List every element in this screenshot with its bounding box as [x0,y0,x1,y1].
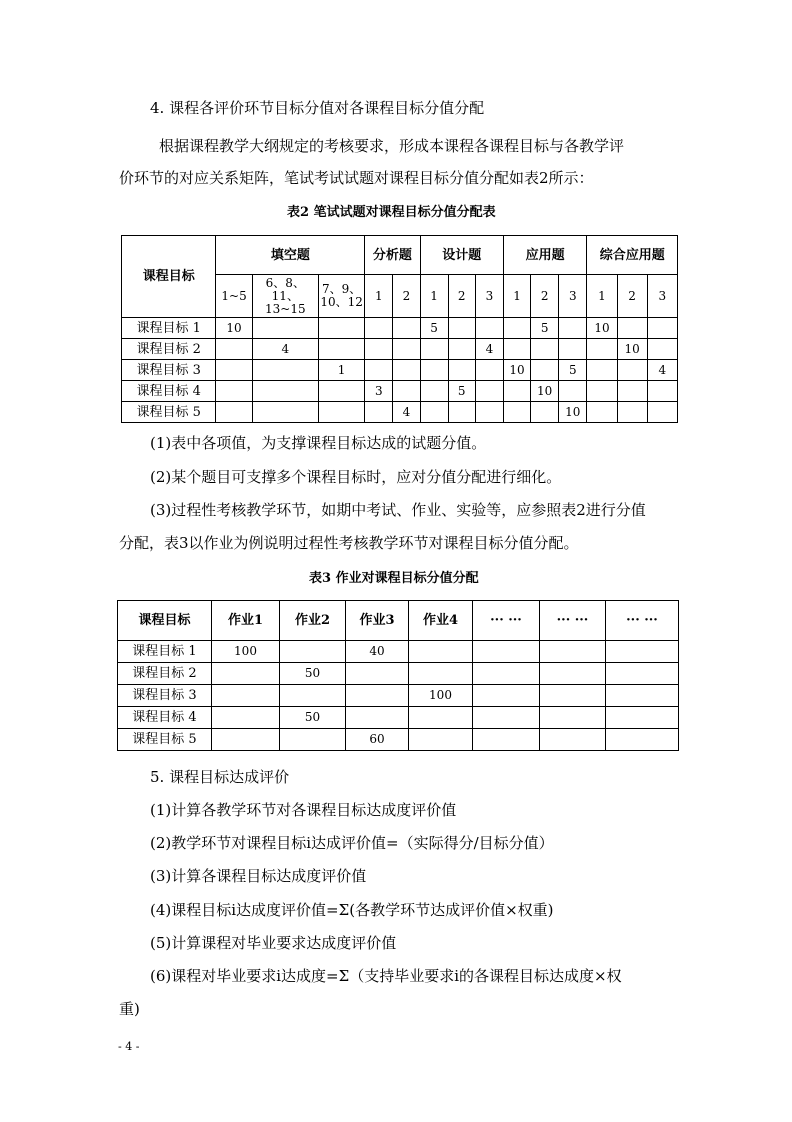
table-2-row-label: 课程目标 3 [122,360,216,381]
table-2-cell: 10 [617,339,647,360]
table-3-cell [280,685,346,707]
table-3-cell [409,641,473,663]
note-1: (1)表中各项值，为支撑课程目标达成的试题分值。 [150,434,487,452]
table-3-caption: 表3 作业对课程目标分值分配 [309,571,479,586]
table-3-cell [473,641,540,663]
table-2-row-label: 课程目标 1 [122,318,216,339]
table-2-sub-header: 1 [365,275,393,318]
table-2-group-header: 应用题 [503,236,586,275]
item-3: (3)计算各课程目标达成度评价值 [150,867,367,885]
table-3-row [118,641,679,663]
table-3-cell [606,663,679,685]
table-2-cell [393,339,420,360]
table-2-cell [420,339,448,360]
table-2-row [122,360,678,381]
table-3-cell [212,707,280,729]
table-3-body [118,641,679,751]
table-3-header: 作业1 [212,601,280,641]
table-3-cell [346,663,409,685]
table-2-cell [617,318,647,339]
table-2-cell [216,381,252,402]
table-2-cell: 10 [503,360,530,381]
table-3-cell [540,685,606,707]
table-2-group-header: 填空题 [216,236,365,275]
table-2-cell [531,360,559,381]
item-2: (2)教学环节对课程目标i达成评价值=（实际得分/目标分值） [150,834,554,852]
table-3-cell: 100 [212,641,280,663]
table-3-cell [346,707,409,729]
table-2-cell [216,402,252,423]
table-3-cell [540,707,606,729]
table-2-cell [420,381,448,402]
note-2: (2)某个题目可支撑多个课程目标时，应对分值分配进行细化。 [150,468,562,486]
table-3-cell [606,685,679,707]
table-3-header: 作业2 [280,601,346,641]
table-3-row [118,729,679,751]
table-2-cell [587,339,617,360]
table-2-cell [503,381,530,402]
table-3-cell [212,663,280,685]
table-2-row-label: 课程目标 4 [122,381,216,402]
table-2-cell [617,402,647,423]
table-2-row-label: 课程目标 2 [122,339,216,360]
table-3-cell [409,707,473,729]
table-3-cell [473,685,540,707]
table-2-cell [475,381,503,402]
table-3-row-label: 课程目标 4 [118,707,212,729]
table-2-sub-header: 6、8、11、13~15 [252,275,318,318]
table-2-cell [318,402,364,423]
table-2-cell [503,402,530,423]
table-2-row [122,318,678,339]
table-2-cell: 10 [559,402,587,423]
item-6-line-1: (6)课程对毕业要求i达成度=Σ（支持毕业要求i的各课程目标达成度×权 [150,967,622,985]
table-2-sub-header: 2 [531,275,559,318]
table-2-sub-header: 1 [587,275,617,318]
table-2-cell: 10 [216,318,252,339]
table-2-cell [475,402,503,423]
table-2-cell [216,339,252,360]
table-3-cell [409,729,473,751]
table-2-cell [365,360,393,381]
table-2-sub-header: 1~5 [216,275,252,318]
table-2-cell: 4 [393,402,420,423]
table-2-sub-header: 2 [393,275,420,318]
note-3-line-2: 分配，表3以作业为例说明过程性考核教学环节对课程目标分值分配。 [119,534,579,552]
table-2-sub-header: 3 [475,275,503,318]
table-2-cell [252,381,318,402]
table-2-cell [531,339,559,360]
table-3-cell [473,663,540,685]
table-3-cell [346,685,409,707]
table-3-row-label: 课程目标 3 [118,685,212,707]
table-2-cell [318,339,364,360]
table-3-cell [473,729,540,751]
table-3-cell: 50 [280,707,346,729]
table-3 [117,600,679,751]
table-3-cell [280,729,346,751]
table-3-row-label: 课程目标 5 [118,729,212,751]
table-2-cell [318,318,364,339]
table-2-cell [503,339,530,360]
table-3-cell [606,707,679,729]
table-2-cell [420,402,448,423]
table-2-cell [448,318,475,339]
table-3-cell: 60 [346,729,409,751]
table-2-cell [617,360,647,381]
table-2-cell [365,339,393,360]
item-5: (5)计算课程对毕业要求达成度评价值 [150,934,397,952]
table-3-cell [540,729,606,751]
table-2-cell: 4 [475,339,503,360]
table-2-sub-header: 7、9、10、12 [318,275,364,318]
table-2-sub-header: 2 [617,275,647,318]
table-2-cell [393,318,420,339]
table-2-cell [393,360,420,381]
table-2-cell [617,381,647,402]
page-number: - 4 - [118,1040,140,1053]
table-2-cell [647,402,677,423]
table-2-cell: 4 [647,360,677,381]
table-2-cell [252,360,318,381]
table-2-cell [475,318,503,339]
section-5-heading: 5. 课程目标达成评价 [150,768,290,786]
table-3-row-label: 课程目标 2 [118,663,212,685]
table-2-corner-header: 课程目标 [122,236,216,318]
item-1: (1)计算各教学环节对各课程目标达成度评价值 [150,801,457,819]
table-2-sub-header: 1 [503,275,530,318]
table-2-row [122,339,678,360]
paragraph-1-line-2: 价环节的对应关系矩阵，笔试考试试题对课程目标分值分配如表2所示： [119,169,594,187]
table-2-body [122,318,678,423]
table-2-cell [559,339,587,360]
table-2-sub-header: 2 [448,275,475,318]
table-2-cell [318,381,364,402]
section-4-heading: 4. 课程各评价环节目标分值对各课程目标分值分配 [150,99,485,117]
table-2-cell: 5 [448,381,475,402]
table-3-cell [212,685,280,707]
table-3-cell: 40 [346,641,409,663]
table-2-cell [420,360,448,381]
table-3-row-label: 课程目标 1 [118,641,212,663]
table-2-cell: 5 [531,318,559,339]
table-2-cell: 4 [252,339,318,360]
table-3-row [118,685,679,707]
table-3-header: ··· ··· [540,601,606,641]
table-3-cell [409,663,473,685]
table-2-cell [252,318,318,339]
table-2-cell [365,402,393,423]
table-2-cell [587,360,617,381]
table-3-cell: 100 [409,685,473,707]
table-2 [121,235,678,423]
table-2-sub-header: 3 [559,275,587,318]
table-2-group-header: 综合应用题 [587,236,678,275]
table-2-cell: 3 [365,381,393,402]
table-2-cell [216,360,252,381]
table-2-cell [531,402,559,423]
item-6-line-2: 重) [119,1000,140,1018]
table-3-cell [606,729,679,751]
table-3-header: 课程目标 [118,601,212,641]
paragraph-1-line-1: 根据课程教学大纲规定的考核要求，形成本课程各课程目标与各教学评 [159,137,625,155]
table-3-cell [606,641,679,663]
table-3-cell [212,729,280,751]
table-3-cell [540,641,606,663]
table-2-cell [365,318,393,339]
table-2-cell [503,318,530,339]
item-4: (4)课程目标i达成度评价值=Σ(各教学环节达成评价值×权重) [150,901,554,919]
table-2-group-header: 设计题 [420,236,503,275]
table-2-cell [393,381,420,402]
table-2-cell [587,381,617,402]
table-3-header: ··· ··· [606,601,679,641]
table-3-cell [473,707,540,729]
table-2-cell [448,339,475,360]
table-2-group-header: 分析题 [365,236,420,275]
table-3-cell [280,641,346,663]
table-2-sub-header: 3 [647,275,677,318]
table-2-cell: 1 [318,360,364,381]
table-3-header: ··· ··· [473,601,540,641]
note-3-line-1: (3)过程性考核教学环节，如期中考试、作业、实验等，应参照表2进行分值 [150,501,646,519]
table-2-cell [252,402,318,423]
table-2-cell [647,339,677,360]
table-2-cell [647,318,677,339]
table-2-row [122,402,678,423]
table-2-cell: 5 [420,318,448,339]
table-2-cell [559,381,587,402]
table-2-caption: 表2 笔试试题对课程目标分值分配表 [287,205,496,220]
table-2-cell [448,360,475,381]
table-2-cell [448,402,475,423]
table-2-row [122,381,678,402]
table-2-sub-header: 1 [420,275,448,318]
table-3-header: 作业3 [346,601,409,641]
table-2-cell: 5 [559,360,587,381]
table-3-cell: 50 [280,663,346,685]
table-2-cell [587,402,617,423]
table-2-cell [475,360,503,381]
table-3-cell [540,663,606,685]
table-3-row [118,663,679,685]
table-2-cell [559,318,587,339]
table-3-header: 作业4 [409,601,473,641]
table-2-cell [647,381,677,402]
table-2-cell: 10 [531,381,559,402]
table-2-cell: 10 [587,318,617,339]
table-3-row [118,707,679,729]
table-2-row-label: 课程目标 5 [122,402,216,423]
